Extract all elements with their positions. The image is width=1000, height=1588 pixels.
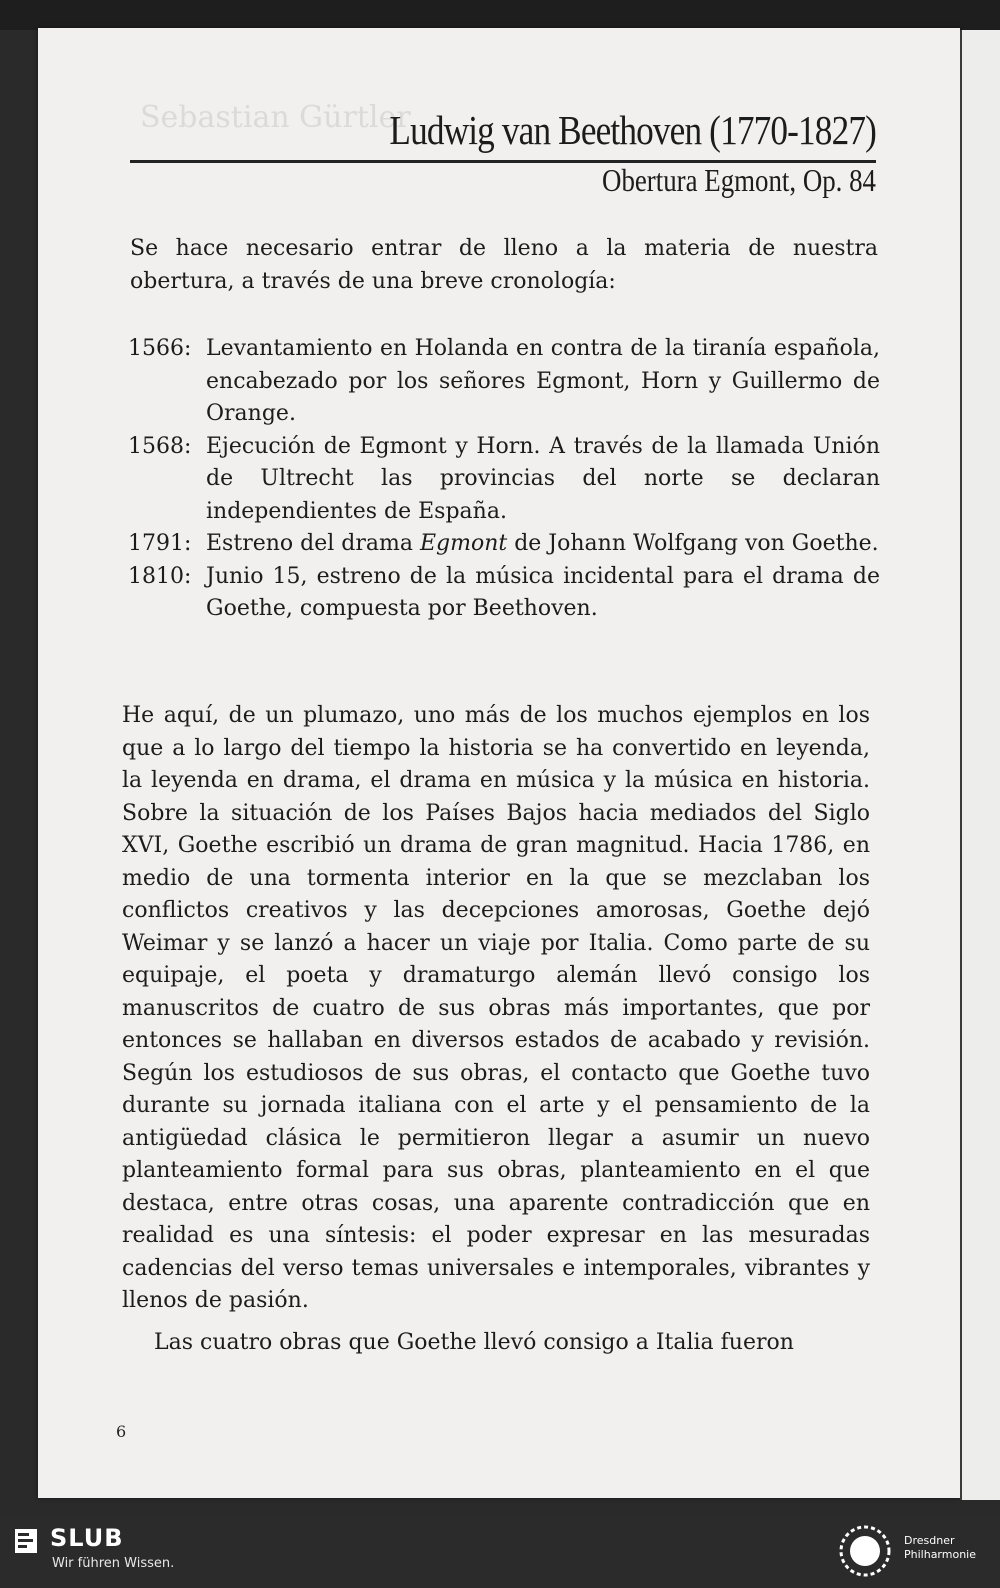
philharmonie-logo-text[interactable] — [904, 1534, 976, 1562]
chronology-item — [128, 561, 880, 626]
chronology-year: 1810: — [128, 563, 192, 589]
page-subtitle: Obertura Egmont, Op. 84 — [602, 162, 876, 198]
intro-paragraph: Se hace necesario entrar de lleno a la materia de nuestra obertura, a través de una breve cronología: — [130, 236, 878, 294]
scan-background — [0, 0, 1000, 30]
chronology-year: 1791: — [128, 531, 192, 556]
chronology-year: 1568: — [128, 433, 192, 459]
chronology-item — [128, 528, 880, 561]
slub-logo-icon[interactable] — [14, 1528, 38, 1554]
chronology-text — [206, 528, 880, 561]
chronology-text-end: de Johann Wolfgang von Goethe. — [507, 531, 879, 556]
page-title: Ludwig van Beethoven (1770-1827) — [389, 107, 876, 153]
next-page-edge — [960, 30, 1000, 1500]
viewer-footer — [0, 1518, 1000, 1588]
slub-slogan: Wir führen Wissen. — [52, 1556, 175, 1571]
chronology-text: Levantamiento en Holanda en contra de la tiranía española, encabezado por los señores Egmont, Horn y Guillermo de Orange. — [206, 336, 880, 426]
work-title: Egmont — [419, 531, 508, 556]
chronology-text-start: Estreno del drama — [206, 531, 420, 556]
bleed-through-text: Sebastian Gürtler — [140, 100, 411, 135]
body-paragraph: He aquí, de un plumazo, uno más de los muchos ejemplos en los que a lo largo del tiempo la historia se ha convertido en leyenda, la leyenda en drama, el drama en música y la música en historia. Sobre la situación de los Países Bajos hacia mediados del Siglo XVI, Goethe escribió un drama de gran magnitud. Hacia 1786, en medio de una tormenta interior en la que se mezclaban los conflictos creativos y las decepciones amorosas, Goethe dejó Weimar y se lanzó a hacer un viaje por Italia. Como parte de su equipaje, el poeta y dramaturgo alemán llevó consigo los manuscritos de cuatro de sus obras más importantes, que por entonces se hallaban en diversos estados de acabado y revisión. Según los estudiosos de sus obras, el contacto que Goethe tuvo durante su jornada italiana con el arte y el pensamiento de la antigüedad clásica le permitieron llegar a asumir un nuevo planteamiento formal para sus obras, planteamiento en el que destaca, entre otras cosas, una aparente contradicción que en realidad es una síntesis: el poder expresar en las mesuradas cadencias del verso temas universales e intemporales, vibrantes y llenos de pasión. — [122, 703, 870, 1313]
chronology-list — [128, 333, 880, 626]
chronology-item — [128, 333, 880, 431]
slub-logo-text[interactable]: SLUB — [50, 1524, 124, 1552]
chronology-text: Junio 15, estreno de la música incidental para el drama de Goethe, compuesta por Beethoven. — [206, 563, 880, 621]
partner-line-2: Philharmonie — [904, 1548, 976, 1561]
philharmonie-logo-icon[interactable] — [838, 1524, 892, 1578]
partner-line-1: Dresdner — [904, 1534, 955, 1547]
page-number: 6 — [116, 1422, 127, 1441]
chronology-year: 1566: — [128, 336, 192, 361]
chronology-item — [128, 431, 880, 529]
body-paragraph: Las cuatro obras que Goethe llevó consigo a Italia fueron — [154, 1330, 794, 1355]
chronology-text: Ejecución de Egmont y Horn. A través de la llamada Unión de Ultrecht las provincias del norte se declaran independientes de España. — [206, 433, 880, 524]
